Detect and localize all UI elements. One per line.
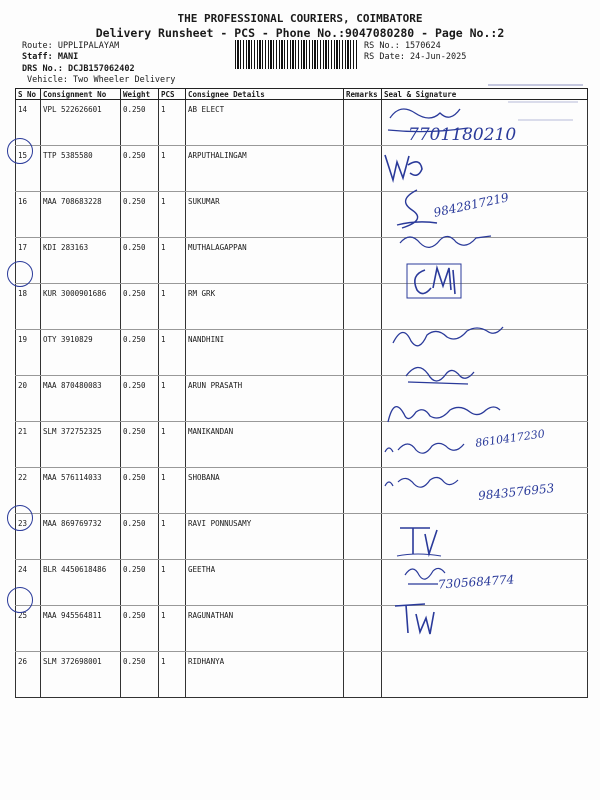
cell-consignment: SLM 372698001 — [41, 652, 121, 698]
cell-remarks — [344, 238, 382, 284]
table-header-row — [16, 89, 588, 100]
cell-signature — [382, 100, 588, 146]
cell-remarks — [344, 560, 382, 606]
cell-consignee: NANDHINI — [186, 330, 344, 376]
cell-signature — [382, 606, 588, 652]
table-row — [16, 376, 588, 422]
cell-signature — [382, 514, 588, 560]
cell-remarks — [344, 100, 382, 146]
cell-pcs: 1 — [159, 284, 186, 330]
cell-pcs: 1 — [159, 192, 186, 238]
cell-remarks — [344, 192, 382, 238]
cell-signature — [382, 238, 588, 284]
handwritten-phone: 9843576953 — [477, 481, 555, 503]
rs-number: RS No.: 1570624 — [364, 41, 441, 51]
cell-pcs: 1 — [159, 560, 186, 606]
cell-consignment: KDI 283163 — [41, 238, 121, 284]
col-header-consignee: Consignee Details — [186, 89, 344, 100]
cell-consignee: RAVI PONNUSAMY — [186, 514, 344, 560]
cell-sno: 15 — [16, 146, 41, 192]
cell-weight: 0.250 — [121, 100, 159, 146]
cell-pcs: 1 — [159, 100, 186, 146]
table-row — [16, 284, 588, 330]
cell-signature — [382, 330, 588, 376]
table-row — [16, 560, 588, 606]
cell-consignment: OTY 3910829 — [41, 330, 121, 376]
col-header-remarks: Remarks — [344, 89, 382, 100]
col-header-sno: S No — [16, 89, 41, 100]
cell-sno: 25 — [16, 606, 41, 652]
cell-remarks — [344, 606, 382, 652]
cell-consignee: SUKUMAR — [186, 192, 344, 238]
cell-sno: 18 — [16, 284, 41, 330]
cell-sno: 17 — [16, 238, 41, 284]
table-row — [16, 422, 588, 468]
table-row — [16, 468, 588, 514]
cell-consignee: AB ELECT — [186, 100, 344, 146]
cell-pcs: 1 — [159, 606, 186, 652]
cell-consignee: SHOBANA — [186, 468, 344, 514]
cell-signature — [382, 422, 588, 468]
table-row — [16, 100, 588, 146]
cell-consignee: RM GRK — [186, 284, 344, 330]
cell-signature — [382, 146, 588, 192]
cell-remarks — [344, 284, 382, 330]
route-label: Route: UPPLIPALAYAM — [22, 41, 120, 51]
cell-consignment: BLR 4450618486 — [41, 560, 121, 606]
cell-weight: 0.250 — [121, 514, 159, 560]
cell-consignment: VPL 522626601 — [41, 100, 121, 146]
cell-pcs: 1 — [159, 376, 186, 422]
cell-sno: 21 — [16, 422, 41, 468]
cell-consignment: TTP 5385580 — [41, 146, 121, 192]
cell-weight: 0.250 — [121, 652, 159, 698]
cell-weight: 0.250 — [121, 238, 159, 284]
cell-consignee: ARPUTHALINGAM — [186, 146, 344, 192]
cell-signature — [382, 192, 588, 238]
cell-pcs: 1 — [159, 514, 186, 560]
cell-remarks — [344, 330, 382, 376]
cell-weight: 0.250 — [121, 606, 159, 652]
table-row — [16, 330, 588, 376]
cell-signature — [382, 284, 588, 330]
cell-sno: 22 — [16, 468, 41, 514]
company-title: THE PROFESSIONAL COURIERS, COIMBATORE — [177, 12, 423, 25]
col-header-consignment: Consignment No — [41, 89, 121, 100]
handwritten-phone: 7305684774 — [437, 572, 515, 592]
cell-consignment: MAA 576114033 — [41, 468, 121, 514]
cell-weight: 0.250 — [121, 146, 159, 192]
cell-sno: 26 — [16, 652, 41, 698]
vehicle-label: Vehicle: Two Wheeler Delivery — [27, 75, 176, 85]
cell-weight: 0.250 — [121, 376, 159, 422]
table-row — [16, 146, 588, 192]
table-row — [16, 606, 588, 652]
cell-pcs: 1 — [159, 330, 186, 376]
col-header-signature: Seal & Signature — [382, 89, 588, 100]
cell-sno: 14 — [16, 100, 41, 146]
cell-pcs: 1 — [159, 468, 186, 514]
cell-pcs: 1 — [159, 652, 186, 698]
staff-label: Staff: MANI — [22, 52, 79, 62]
cell-consignment: SLM 372752325 — [41, 422, 121, 468]
runsheet-subtitle: Delivery Runsheet - PCS - Phone No.:9047080280 - Page No.:2 — [95, 26, 505, 40]
cell-weight: 0.250 — [121, 330, 159, 376]
table-row — [16, 238, 588, 284]
barcode-image — [235, 40, 357, 69]
cell-sno: 23 — [16, 514, 41, 560]
cell-pcs: 1 — [159, 238, 186, 284]
drs-number: DRS No.: DCJB157062402 — [22, 64, 135, 74]
cell-weight: 0.250 — [121, 468, 159, 514]
cell-remarks — [344, 376, 382, 422]
table-row — [16, 652, 588, 698]
cell-pcs: 1 — [159, 422, 186, 468]
table-row — [16, 192, 588, 238]
col-header-pcs: PCS — [159, 89, 186, 100]
cell-remarks — [344, 652, 382, 698]
cell-signature — [382, 376, 588, 422]
cell-signature — [382, 468, 588, 514]
handwritten-phone: 7701180210 — [408, 125, 517, 145]
cell-remarks — [344, 514, 382, 560]
cell-signature — [382, 560, 588, 606]
cell-consignee: ARUN PRASATH — [186, 376, 344, 422]
cell-remarks — [344, 146, 382, 192]
ink-circle-mark — [7, 138, 33, 164]
cell-weight: 0.250 — [121, 192, 159, 238]
cell-sno: 24 — [16, 560, 41, 606]
cell-consignee: RIDHANYA — [186, 652, 344, 698]
cell-sno: 16 — [16, 192, 41, 238]
cell-weight: 0.250 — [121, 560, 159, 606]
cell-weight: 0.250 — [121, 422, 159, 468]
cell-weight: 0.250 — [121, 284, 159, 330]
cell-consignment: MAA 870480083 — [41, 376, 121, 422]
cell-signature — [382, 652, 588, 698]
runsheet-table — [15, 88, 588, 698]
cell-consignee: RAGUNATHAN — [186, 606, 344, 652]
ink-circle-mark — [7, 587, 33, 613]
ink-circle-mark — [7, 261, 33, 287]
cell-sno: 20 — [16, 376, 41, 422]
cell-consignee: MANIKANDAN — [186, 422, 344, 468]
cell-consignment: MAA 869769732 — [41, 514, 121, 560]
cell-consignment: KUR 3000901686 — [41, 284, 121, 330]
cell-remarks — [344, 468, 382, 514]
handwritten-phone: 8610417230 — [474, 427, 546, 450]
col-header-weight: Weight — [121, 89, 159, 100]
cell-sno: 19 — [16, 330, 41, 376]
cell-pcs: 1 — [159, 146, 186, 192]
cell-consignment: MAA 708683228 — [41, 192, 121, 238]
cell-consignee: GEETHA — [186, 560, 344, 606]
handwritten-phone: 9842817219 — [432, 190, 510, 220]
rs-date: RS Date: 24-Jun-2025 — [364, 52, 467, 62]
ink-circle-mark — [7, 505, 33, 531]
table-row — [16, 514, 588, 560]
cell-remarks — [344, 422, 382, 468]
cell-consignment: MAA 945564811 — [41, 606, 121, 652]
cell-consignee: MUTHALAGAPPAN — [186, 238, 344, 284]
